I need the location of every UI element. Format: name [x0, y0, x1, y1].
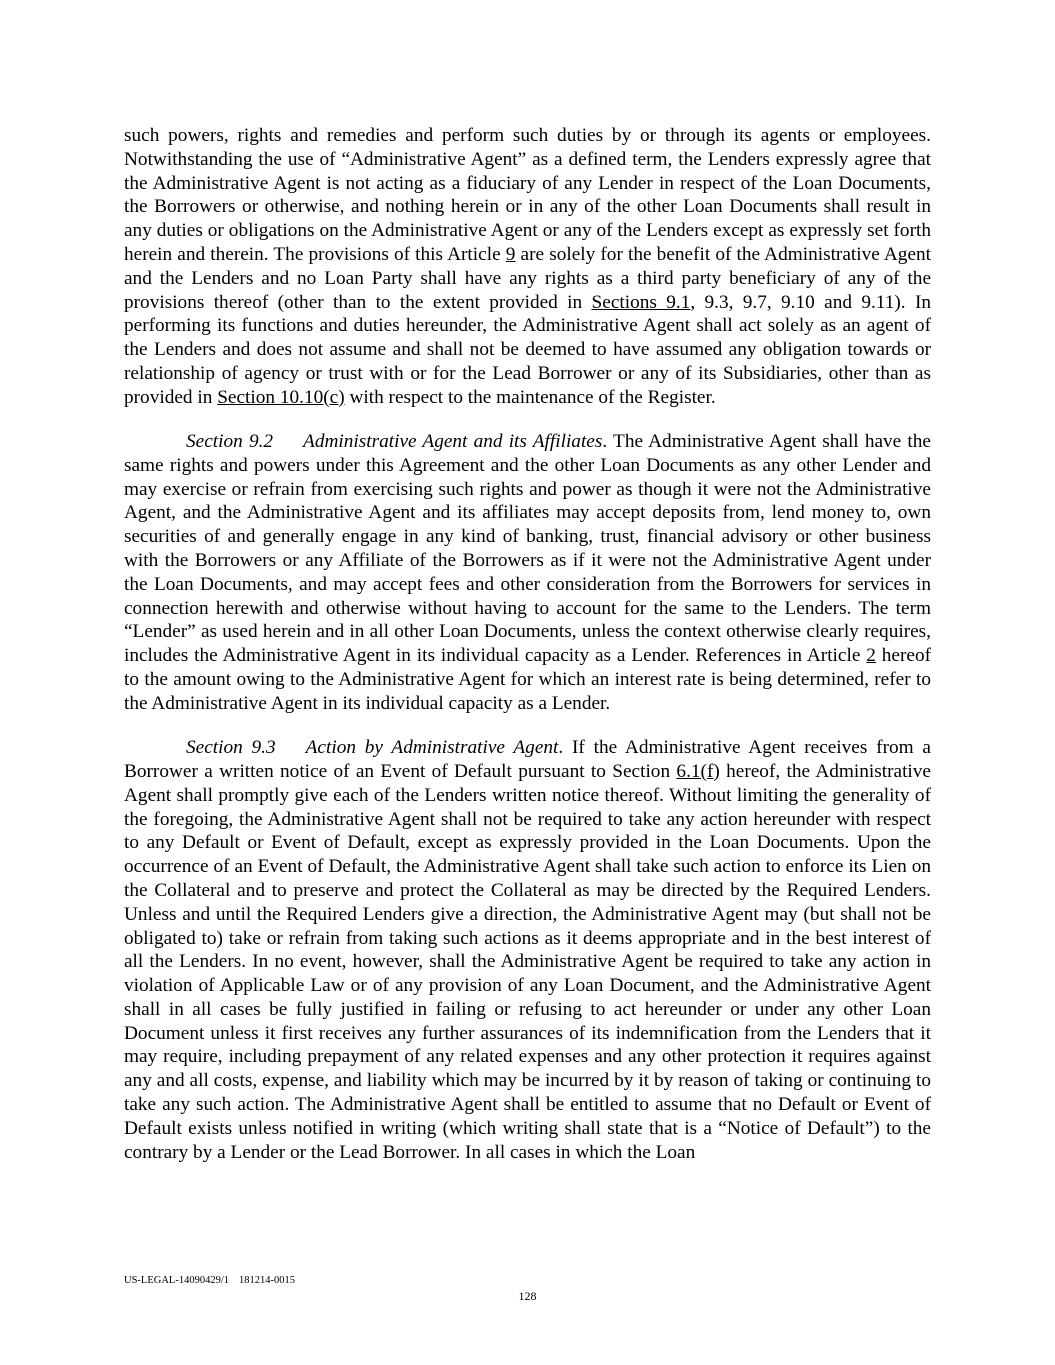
page-number: 128 [518, 1289, 537, 1303]
doc-id: US-LEGAL-14090429/1 [124, 1275, 229, 1286]
section-title: Administrative Agent and its Affiliates [303, 431, 603, 453]
document-body [124, 124, 931, 1164]
section-text: hereof to the amount owing to the Administrative Agent for which an interest rate is being determined, refer to the Administrative Agent in its individual capacity as a Lender. [124, 645, 932, 714]
section-text: . If the Administrative Agent receives from a Borrower a written notice of an Event of Default pursuant to Section [124, 737, 931, 782]
section-text: . The Administrative Agent shall have the same rights and powers under this Agreement and the other Loan Documents as any other Lender and may exercise or refrain from exercising such rights and power as though it were not the Administrative Agent, and the Administrative Agent and its affiliates may accept deposits from, lend money to, own securities of and generally engage in any kind of banking, trust, financial advisory or other business with the Borrowers or any Affiliate of the Borrowers as if it were not the Administrative Agent under the Loan Documents, and may accept fees and other consideration from the Borrowers for services in connection herewith and otherwise without having to account for the same to the Lenders. The term “Lender” as used herein and in all other Loan Documents, unless the context otherwise clearly requires, includes the Administrative Agent in its individual capacity as a Lender. References in Article [124, 431, 931, 667]
section-reference: 6.1(f) [676, 760, 720, 782]
paragraph-text: such powers, rights and remedies and perform such duties by or through its agents or employees. Notwithstanding the use of “Administrative Agent” as a defined term, the Lenders expressly agree that the Administrative Agent is not acting as a fiduciary of any Lender in respect of the Loan Documents, the Borrowers or otherwise, and nothing herein or in any of the other Loan Documents shall result in any duties or obligations on the Administrative Agent or any of the Lenders except as expressly set forth herein and therein. The provisions of this Article [124, 125, 931, 265]
section-reference: Section 10.10(c) [217, 386, 345, 408]
paragraph-text: are solely for the benefit of the Administrative Agent and the Lenders and no Loan Party shall have any rights as a third party beneficiary of any of the provisions thereof (other than to the extent provided in [124, 243, 932, 313]
article-reference: 2 [866, 645, 876, 667]
paragraph-continuation [124, 124, 931, 410]
section-text: hereof, the Administrative Agent shall promptly give each of the Lenders written notice thereof. Without limiting the generality of the foregoing, the Administrative Agent shall not be required to take any action hereunder with respect to any Default or Event of Default, except as expressly provided in the Loan Documents. Upon the occurrence of an Event of Default, the Administrative Agent shall take such action to enforce its Lien on the Collateral and to preserve and protect the Collateral as may be directed by the Required Lenders. Unless and until the Required Lenders give a direction, the Administrative Agent may (but shall not be obligated to) take or refrain from taking such actions as it deems appropriate and in the best interest of all the Lenders. In no event, however, shall the Administrative Agent be required to take any action in violation of Applicable Law or of any provision of any Loan Document, and the Administrative Agent shall in all cases be fully justified in failing or refusing to act hereunder or under any other Loan Document unless it first receives any further assurances of its indemnification from the Lenders that it may require, including prepayment of any related expenses and any other protection it requires against any and all costs, expense, and liability which may be incurred by it by reason of taking or continuing to take any such action. The Administrative Agent shall be entitled to assume that no Default or Event of Default exists unless notified in writing (which writing shall state that is a “Notice of Default”) to the contrary by a Lender or the Lead Borrower. In all cases in which the Loan [124, 760, 931, 1163]
matter-number: 181214-0015 [239, 1275, 295, 1286]
paragraph-text: with respect to the maintenance of the Register. [344, 386, 716, 408]
footer-document-id [124, 1275, 295, 1287]
section-9-2 [124, 430, 931, 716]
article-reference: 9 [505, 243, 516, 265]
section-9-3 [124, 736, 931, 1164]
section-title: Action by Administrative Agent [305, 737, 559, 759]
sections-reference: Sections 9.1 [591, 291, 691, 313]
paragraph-text: , 9.3, 9.7, 9.10 and 9.11). In performing its functions and duties hereunder, the Administrative Agent shall act solely as an agent of the Lenders and does not assume and shall not be deemed to have assumed any obligation towards or relationship of agency or trust with or for the Lead Borrower or any of its Subsidiaries, other than as provided in [124, 291, 932, 408]
section-number: Section 9.2 [186, 431, 274, 453]
section-number: Section 9.3 [186, 737, 276, 759]
